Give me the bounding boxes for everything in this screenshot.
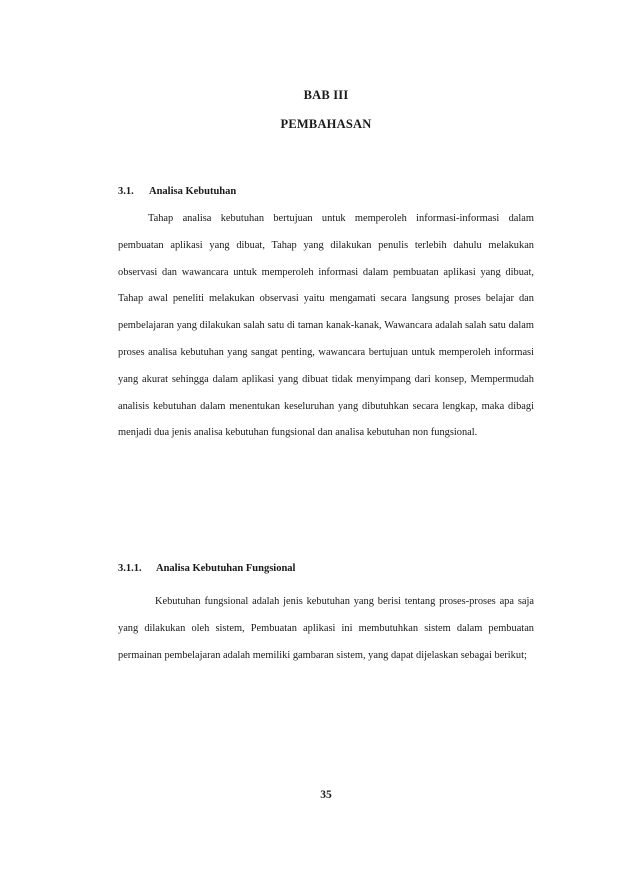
section-number: 3.1.1. <box>118 563 142 574</box>
chapter-number: BAB III <box>303 88 349 102</box>
section-number: 3.1. <box>118 186 134 197</box>
section-heading-3-1 <box>118 186 236 197</box>
section-paragraph: Kebutuhan fungsional adalah jenis kebutuhan yang berisi tentang proses-proses apa saja yang dilakukan oleh sistem, Pembuatan aplikasi ini membutuhkan sistem dalam pembuatan permainan pembelajaran adalah memiliki gambaran sistem, yang dapat dijelaskan sebagai berikut; <box>118 596 534 661</box>
page-number: 35 <box>320 789 332 801</box>
section-title: Analisa Kebutuhan <box>149 186 237 197</box>
section-paragraph: Tahap analisa kebutuhan bertujuan untuk memperoleh informasi-informasi dalam pembuatan aplikasi yang dibuat, Tahap yang dilakukan penulis terlebih dahulu melakukan observasi dan wawancara untuk memperoleh informasi dalam pembuatan aplikasi yang dibuat, Tahap awal peneliti melakukan observasi yaitu mengamati secara langsung proses belajar dan pembelajaran yang dilakukan salah satu di taman kanak-kanak, Wawancara adalah salah satu dalam proses analisa kebutuhan yang sangat penting, wawancara bertujuan untuk memperoleh informasi yang akurat sehingga dalam aplikasi yang dibuat tidak menyimpang dari konsep, Mempermudah analisis kebutuhan dalam menentukan keseluruhan yang dibutuhkan secara lengkap, maka dibagi menjadi dua jenis analisa kebutuhan fungsional dan analisa kebutuhan non fungsional. <box>118 213 534 439</box>
section-title: Analisa Kebutuhan Fungsional <box>156 563 296 574</box>
chapter-title: PEMBAHASAN <box>280 117 372 131</box>
section-heading-3-1-1 <box>118 563 295 574</box>
